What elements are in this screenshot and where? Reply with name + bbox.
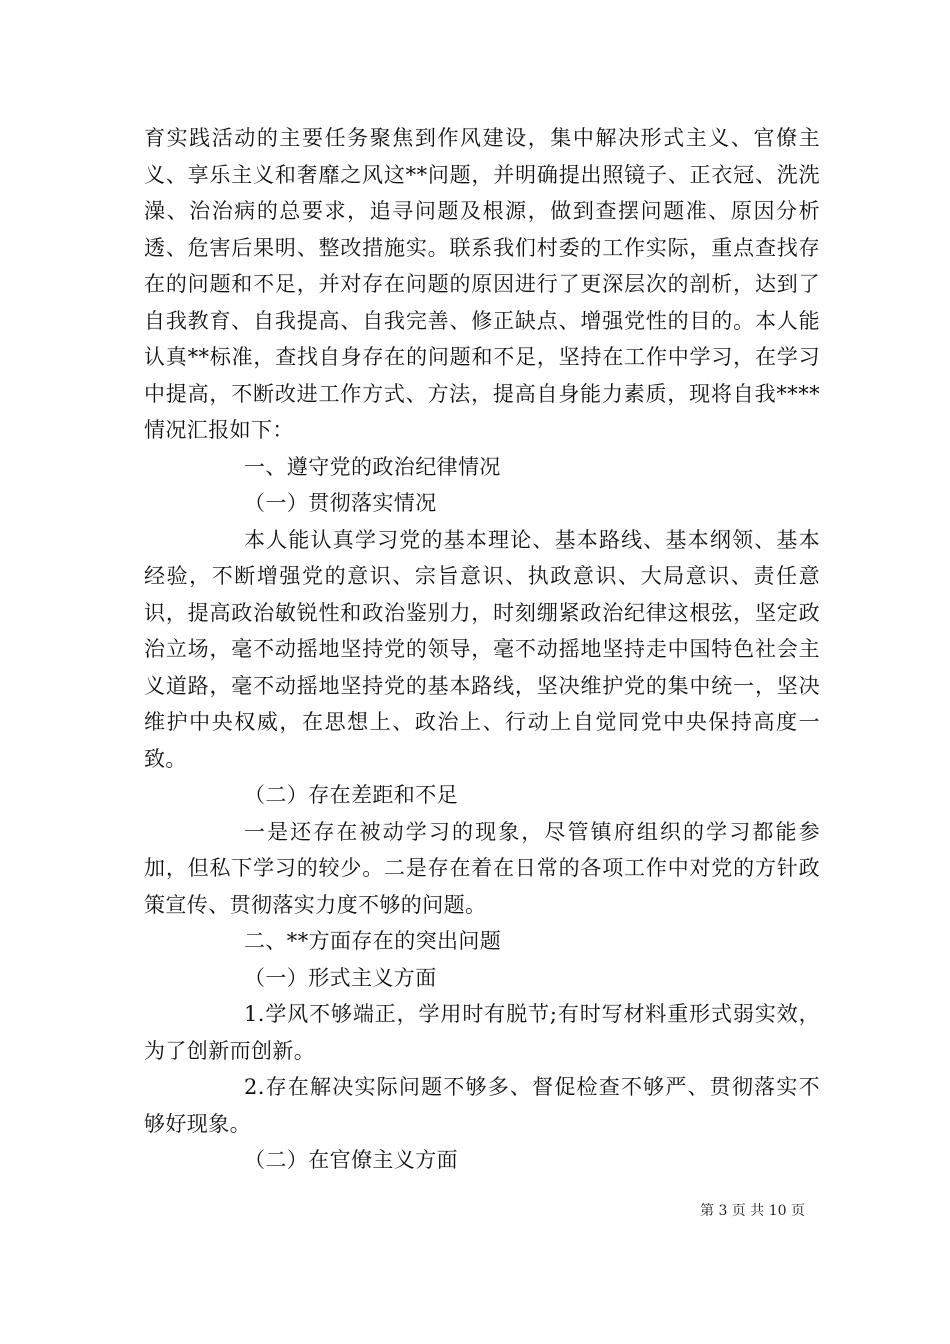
subsection-heading-1-2: （二）存在差距和不足	[244, 783, 458, 807]
subsection-heading-2-2: （二）在官僚主义方面	[244, 1148, 458, 1172]
subsection-heading-2-1: （一）形式主义方面	[244, 965, 437, 990]
body-paragraph-3: 一是还存在被动学习的现象，尽管镇府组织的学习都能参加，但私下学习的较少。二是存在着在日常的各项工作中对党的方针政策宣传、贯彻落实力度不够的问题。	[144, 819, 820, 917]
section-heading-2: 二、**方面存在的突出问题	[244, 929, 502, 953]
list-item-2: 2.存在解决实际问题不够多、督促检查不够严、贯彻落实不够好现象。	[144, 1075, 820, 1136]
body-paragraph-1: 育实践活动的主要任务聚焦到作风建设，集中解决形式主义、官僚主义、享乐主义和奢靡之风这**问题，并明确提出照镜子、正衣冠、洗洗澡、治治病的总要求，追寻问题及根源，做到查摆问题准、原因分析透、危害后果明、整改措施实。联系我们村委的工作实际，重点查找存在的问题和不足，并对存在问题的原因进行了更深层次的剖析，达到了自我教育、自我提高、自我完善、修正缺点、增强党性的目的。本人能认真**标准，查找自身存在的问题和不足，坚持在工作中学习，在学习中提高，不断改进工作方式、方法，提高自身能力素质，现将自我****情况汇报如下：	[144, 126, 820, 442]
list-item-1: 1.学风不够端正，学用时有脱节;有时写材料重形式弱实效，为了创新而创新。	[144, 1002, 820, 1063]
section-heading-1: 一、遵守党的政治纪律情况	[244, 454, 501, 479]
subsection-heading-1-1: （一）贯彻落实情况	[244, 491, 437, 515]
body-paragraph-2: 本人能认真学习党的基本理论、基本路线、基本纲领、基本经验，不断增强党的意识、宗旨意识、执政意识、大局意识、责任意识，提高政治敏锐性和政治鉴别力，时刻绷紧政治纪律这根弦，坚定政治立场，毫不动摇地坚持党的领导，毫不动摇地坚持走中国特色社会主义道路，毫不动摇地坚持党的基本路线，坚决维护党的集中统一，坚决维护中央权威，在思想上、政治上、行动上自觉同党中央保持高度一致。	[144, 527, 820, 771]
page-number-footer: 第 3 页 共 10 页	[700, 1203, 805, 1219]
document-body	[144, 120, 820, 1179]
